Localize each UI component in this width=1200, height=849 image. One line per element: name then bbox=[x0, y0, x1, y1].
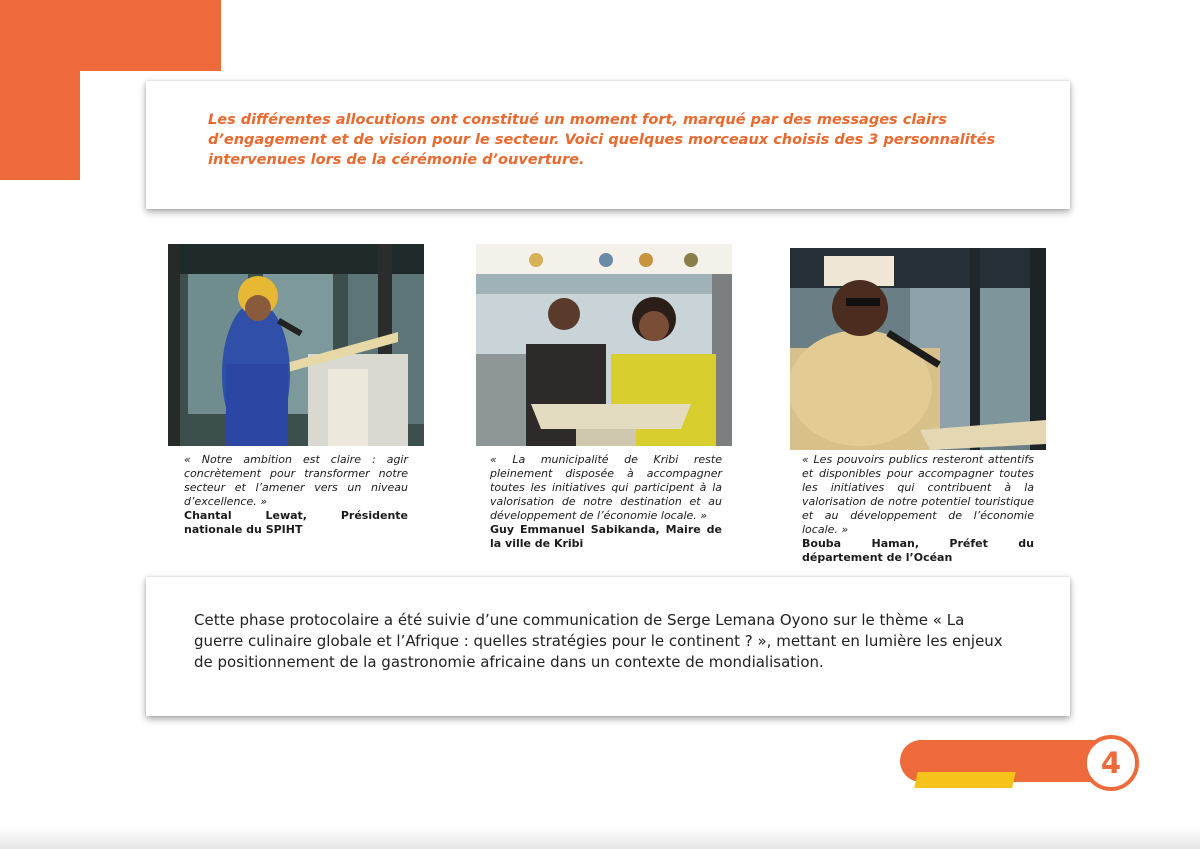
body-card bbox=[146, 577, 1070, 716]
page-number: 4 bbox=[1083, 735, 1139, 791]
page-tab-accent bbox=[914, 772, 1015, 788]
quote-author: Guy Emmanuel Sabikanda, Maire de la ville de Kribi bbox=[490, 523, 722, 550]
intro-card bbox=[146, 81, 1070, 209]
quote-author: Bouba Haman, Préfet du département de l’Océan bbox=[802, 537, 1034, 564]
photo-chantal-lewat bbox=[168, 244, 424, 446]
photo-guy-emmanuel-sabikanda bbox=[476, 244, 732, 446]
caption-3 bbox=[802, 453, 1034, 565]
quote-author: Chantal Lewat, Présidente nationale du SPIHT bbox=[184, 509, 408, 536]
body-text: Cette phase protocolaire a été suivie d’une communication de Serge Lemana Oyono sur le thème « La guerre culinaire globale et l’Afrique : quelles stratégies pour le continent ? », mettant en lumière les enjeux de positionnement de la gastronomie africaine dans un contexte de mondialisation. bbox=[194, 611, 1003, 671]
quote-text: « Les pouvoirs publics resteront attentifs et disponibles pour accompagner toutes les initiatives qui contribuent à la valorisation de notre potentiel touristique et au développement de l’économie locale. » bbox=[802, 453, 1034, 536]
caption-2 bbox=[490, 453, 722, 551]
corner-decoration bbox=[0, 0, 221, 71]
quote-text: « La municipalité de Kribi reste pleinement disposée à accompagner toutes les initiatives qui participent à la valorisation de notre destination et au développement de l’économie locale. » bbox=[490, 453, 722, 522]
quote-text: « Notre ambition est claire : agir concrètement pour transformer notre secteur et l’amener vers un niveau d’excellence. » bbox=[184, 453, 408, 508]
corner-decoration-lower bbox=[0, 71, 80, 180]
intro-text: Les différentes allocutions ont constitué un moment fort, marqué par des messages clairs d’engagement et de vision pour le secteur. Voici quelques morceaux choisis des 3 personnalités intervenues lors de la cérémonie d’ouverture. bbox=[208, 112, 996, 168]
photo-bouba-haman bbox=[790, 248, 1046, 450]
caption-1 bbox=[184, 453, 408, 537]
bottom-edge bbox=[0, 826, 1200, 849]
